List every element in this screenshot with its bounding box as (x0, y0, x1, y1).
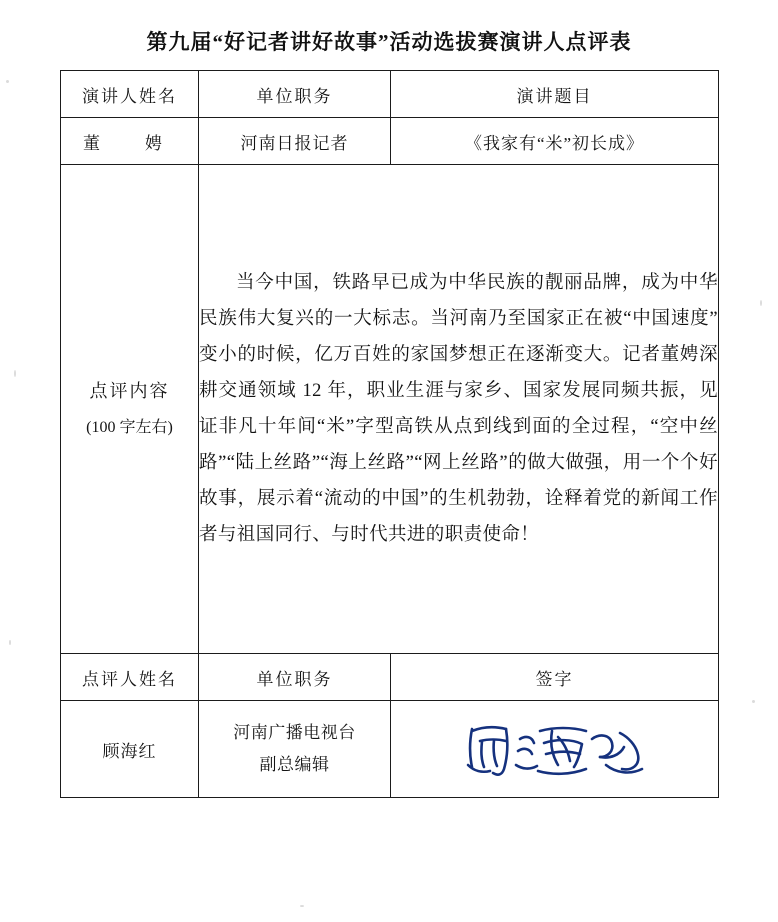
handwritten-signature-icon (460, 713, 650, 785)
scan-artifact (9, 640, 11, 645)
header-reviewer-unit-position: 单位职务 (199, 654, 391, 701)
review-form-table (60, 70, 719, 798)
header-unit-position: 单位职务 (199, 71, 391, 118)
comment-row (61, 165, 719, 654)
header-speaker-name: 演讲人姓名 (61, 71, 199, 118)
header-speech-topic: 演讲题目 (391, 71, 719, 118)
speech-topic-value: 《我家有“米”初长成》 (391, 118, 719, 165)
comment-label-main: 点评内容 (89, 381, 170, 402)
comment-content-text: 当今中国，铁路早已成为中华民族的靓丽品牌，成为中华民族伟大复兴的一大标志。当河南乃至国家正在被“中国速度”变小的时候，亿万百姓的家国梦想正在逐渐变大。记者董娉深耕交通领域 12 年，职业生涯与家乡、国家发展同频共振，见证非凡十年间“米”字型高铁从点到线到面的全过程，“空中丝路”“陆上丝路”“海上丝路”“网上丝路”的做大做强，用一个个好故事，展示着“流动的中国”的生机勃勃，诠释着党的新闻工作者与祖国同行、与时代共进的职责使命！ (199, 272, 718, 546)
speaker-unit-position-value: 河南日报记者 (199, 118, 391, 165)
reviewer-name-value: 顾海红 (61, 701, 199, 798)
signature-cell (391, 701, 719, 798)
reviewer-unit-line-2: 副总编辑 (259, 755, 330, 774)
header-reviewer-name: 点评人姓名 (61, 654, 199, 701)
header-signature: 签字 (391, 654, 719, 701)
comment-label-sub: (100 字左右) (86, 419, 173, 437)
reviewer-unit-position-value (199, 701, 391, 798)
speaker-name-value: 董 娉 (61, 118, 199, 165)
comment-content-cell (199, 165, 719, 654)
scan-artifact (760, 300, 762, 306)
table-header-row (61, 71, 719, 118)
scan-artifact (300, 905, 304, 907)
comment-label-cell (61, 165, 199, 654)
reviewer-info-row (61, 701, 719, 798)
reviewer-unit-line-1: 河南广播电视台 (233, 722, 356, 742)
reviewer-header-row (61, 654, 719, 701)
scan-artifact (14, 370, 16, 377)
page-title: 第九届“好记者讲好故事”活动选拔赛演讲人点评表 (146, 30, 632, 54)
scan-artifact (752, 700, 755, 703)
scan-artifact (6, 80, 9, 83)
speaker-info-row (61, 118, 719, 165)
